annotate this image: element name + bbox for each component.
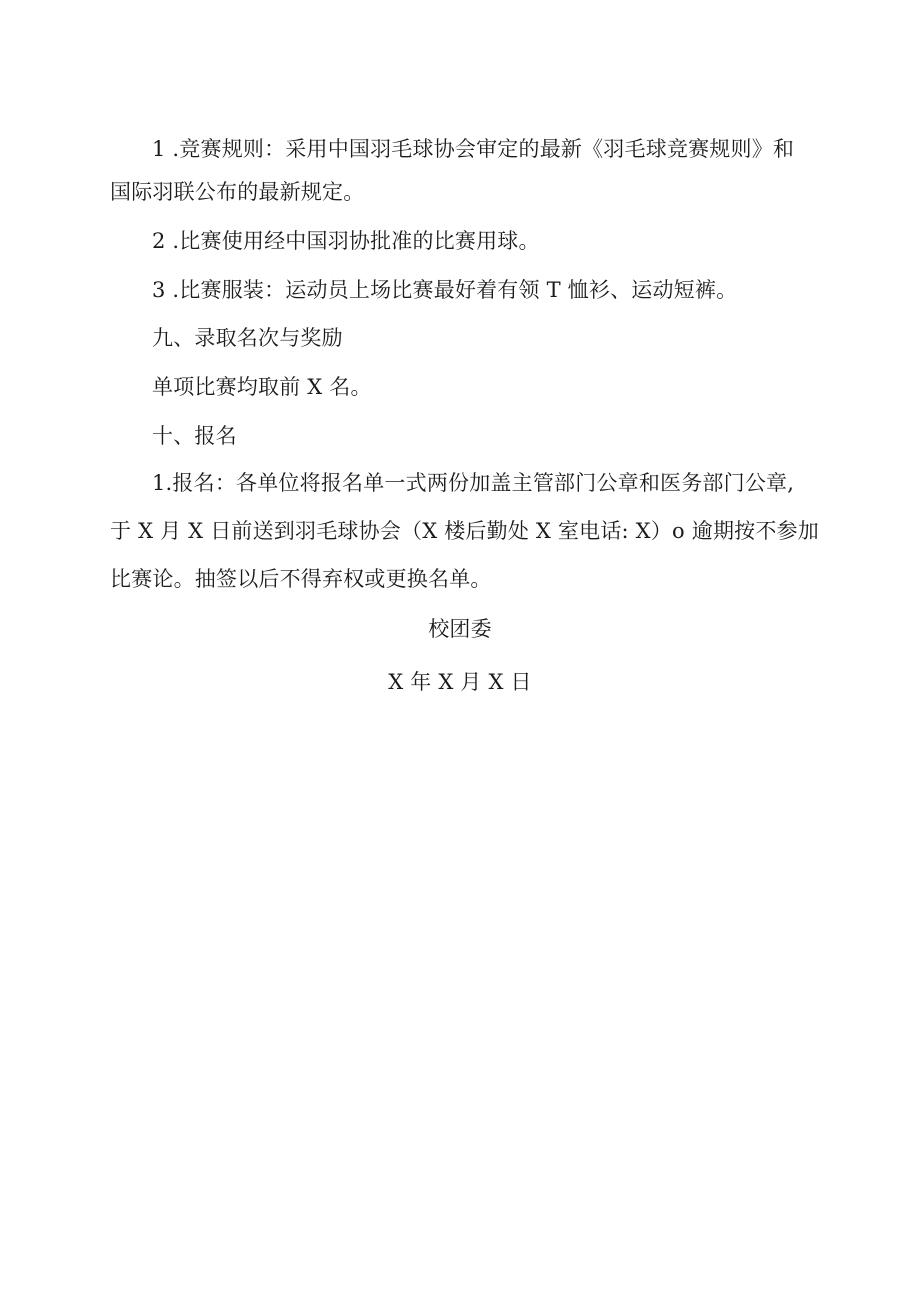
rule-1-line-1: 1 .竞赛规则：采用中国羽毛球协会审定的最新《羽毛球竞赛规则》和	[152, 137, 795, 161]
signature-date: X 年 X 月 X 日	[388, 670, 532, 694]
rule-2-line: 2 .比赛使用经中国羽协批准的比赛用球。	[152, 229, 540, 253]
section-heading-9: 九、录取名次与奖励	[152, 326, 343, 350]
registration-line-3: 比赛论。抽签以后不得弃权或更换名单。	[110, 567, 492, 591]
ranking-line: 单项比赛均取前 X 名。	[152, 375, 372, 399]
signature-organization: 校团委	[428, 617, 492, 641]
rule-3-line: 3 .比赛服装：运动员上场比赛最好着有领 T 恤衫、运动短裤。	[152, 278, 738, 302]
registration-line-2: 于 X 月 X 日前送到羽毛球协会（X 楼后勤处 X 室电话: X）o 逾期按不参加	[110, 519, 819, 543]
section-heading-10: 十、报名	[152, 424, 237, 448]
rule-1-line-2: 国际羽联公布的最新规定。	[110, 180, 365, 204]
registration-line-1: 1.报名：各单位将报名单一式两份加盖主管部门公章和医务部门公章,	[152, 471, 795, 495]
